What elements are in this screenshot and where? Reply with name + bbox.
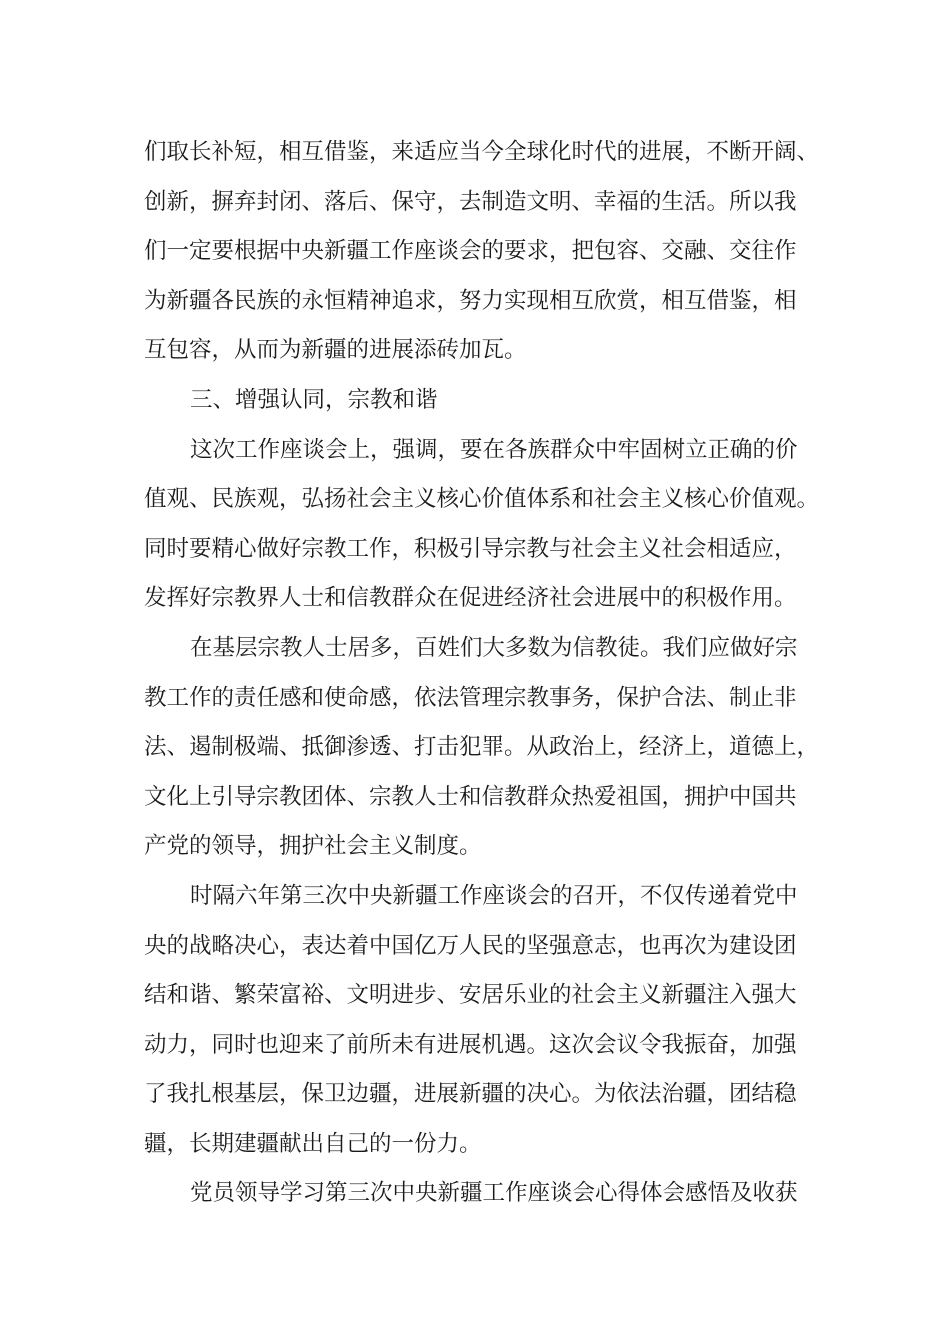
paragraph-first-line: 三、增强认同，宗教和谐 [190, 386, 438, 413]
text-line: 为新疆各民族的永恒精神追求，努力实现相互欣赏，相互借鉴，相 [144, 287, 797, 314]
text-line: 教工作的责任感和使命感，依法管理宗教事务，保护合法、制止非 [144, 684, 797, 711]
text-line: 央的战略决心，表达着中国亿万人民的坚强意志，也再次为建设团 [144, 932, 797, 959]
text-line: 动力，同时也迎来了前所未有进展机遇。这次会议令我振奋，加强 [144, 1031, 797, 1058]
text-line: 互包容，从而为新疆的进展添砖加瓦。 [144, 337, 527, 364]
text-line: 同时要精心做好宗教工作，积极引导宗教与社会主义社会相适应， [144, 535, 797, 562]
text-line: 们取长补短，相互借鉴，来适应当今全球化时代的进展，不断开阔、 [144, 139, 820, 165]
paragraph-first-line: 这次工作座谈会上，强调，要在各族群众中牢固树立正确的价 [190, 436, 798, 463]
text-line: 创新，摒弃封闭、落后、保守，去制造文明、幸福的生活。所以我 [144, 188, 797, 215]
paragraph-first-line: 党员领导学习第三次中央新疆工作座谈会心得体会感悟及收获 [190, 1180, 798, 1207]
text-line: 结和谐、繁荣富裕、文明进步、安居乐业的社会主义新疆注入强大 [144, 982, 797, 1009]
text-line: 文化上引导宗教团体、宗教人士和信教群众热爱祖国，拥护中国共 [144, 783, 797, 810]
text-line: 法、遏制极端、抵御渗透、打击犯罪。从政治上，经济上，道德上， [144, 734, 820, 761]
text-line: 疆，长期建疆献出自己的一份力。 [144, 1130, 482, 1157]
body-text [144, 128, 834, 1219]
text-line: 们一定要根据中央新疆工作座谈会的要求，把包容、交融、交往作 [144, 238, 797, 265]
paragraph-first-line: 在基层宗教人士居多，百姓们大多数为信教徒。我们应做好宗 [190, 634, 798, 661]
text-line: 值观、民族观，弘扬社会主义核心价值体系和社会主义核心价值观。 [144, 486, 820, 513]
text-line: 产党的领导，拥护社会主义制度。 [144, 833, 482, 860]
text-line: 发挥好宗教界人士和信教群众在促进经济社会进展中的积极作用。 [144, 585, 797, 612]
text-line: 了我扎根基层，保卫边疆，进展新疆的决心。为依法治疆，团结稳 [144, 1081, 797, 1108]
paragraph-first-line: 时隔六年第三次中央新疆工作座谈会的召开，不仅传递着党中 [190, 882, 798, 909]
